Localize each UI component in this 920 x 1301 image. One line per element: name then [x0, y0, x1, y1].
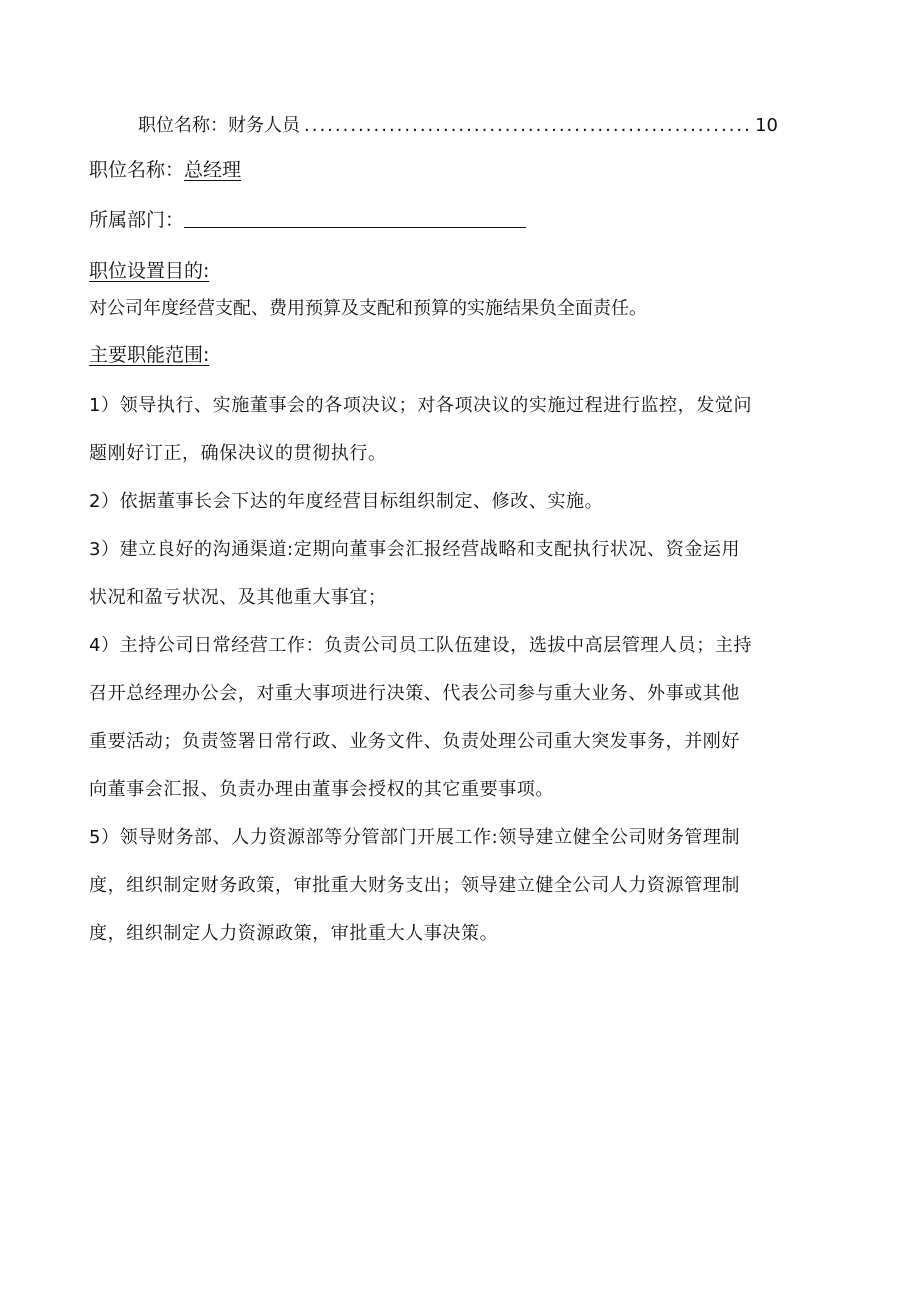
- scope-item-line: 1）领导执行、实施董事会的各项决议；对各项决议的实施过程进行监控，发觉问: [89, 395, 753, 416]
- department-blank-field: [184, 209, 526, 228]
- scope-item-line: 5）领导财务部、人力资源部等分管部门开展工作:领导建立健全公司财务管理制: [89, 827, 741, 848]
- toc-page-number: 10: [755, 115, 778, 136]
- purpose-heading-row: [89, 257, 209, 285]
- scope-item-4: [89, 622, 809, 814]
- scope-item-1: [89, 382, 809, 478]
- scope-item-line: 3）建立良好的沟通渠道:定期向董事会汇报经营战略和支配执行状况、资金运用: [89, 539, 741, 560]
- scope-item-line: 度，组织制定人力资源政策，审批重大人事决策。: [89, 923, 499, 944]
- scope-item-line: 4）主持公司日常经营工作：负责公司员工队伍建设，选拔中高层管理人员；主持: [89, 635, 753, 656]
- scope-item-line: 状况和盈亏状况、及其他重大事宜；: [89, 587, 387, 608]
- scope-item-5: [89, 814, 809, 958]
- position-title-label: 职位名称：: [89, 159, 185, 181]
- toc-entry-label: 职位名称：财务人员: [138, 115, 300, 136]
- scope-item-3: [89, 526, 809, 622]
- department-row: [89, 206, 526, 234]
- scope-item-line: 召开总经理办公会，对重大事项进行决策、代表公司参与重大业务、外事或其他: [89, 683, 740, 704]
- position-title-row: [89, 156, 241, 184]
- scope-item-2: [89, 478, 809, 526]
- scope-item-line: 题刚好订正，确保决议的贯彻执行。: [89, 443, 387, 464]
- purpose-heading: 职位设置目的:: [89, 260, 210, 282]
- scope-item-line: 重要活动；负责签署日常行政、业务文件、负责处理公司重大突发事务，并刚好: [89, 731, 740, 752]
- purpose-text: 对公司年度经营支配、费用预算及支配和预算的实施结果负全面责任。: [89, 298, 647, 319]
- scope-item-line: 2）依据董事长会下达的年度经营目标组织制定、修改、实施。: [89, 491, 604, 512]
- scope-item-line: 度，组织制定财务政策，审批重大财务支出；领导建立健全公司人力资源管理制: [89, 875, 740, 896]
- position-title-value: 总经理: [184, 159, 242, 181]
- toc-dot-leader: [304, 112, 751, 140]
- scope-heading: 主要职能范围:: [89, 344, 210, 366]
- scope-item-line: 向董事会汇报、负责办理由董事会授权的其它重要事项。: [89, 779, 554, 800]
- toc-entry[interactable]: [138, 112, 778, 140]
- scope-heading-row: [89, 341, 209, 369]
- department-label: 所属部门：: [89, 209, 185, 231]
